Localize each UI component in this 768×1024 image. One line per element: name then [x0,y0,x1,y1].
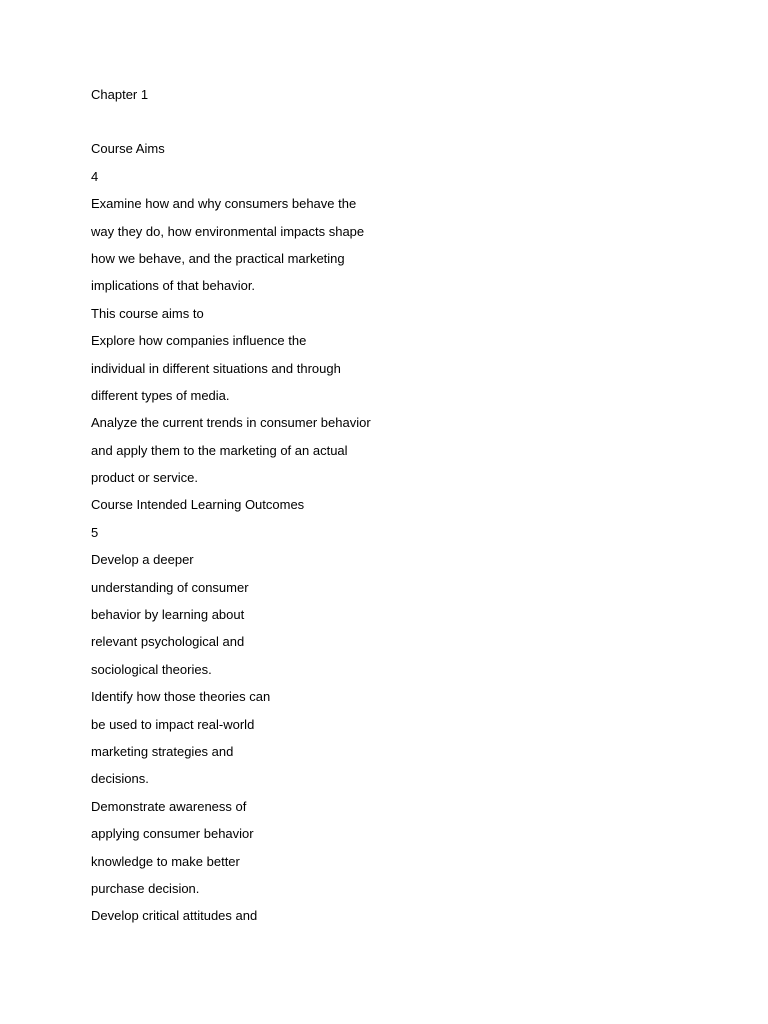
document-body [91,81,691,930]
text-line: way they do, how environmental impacts shape [91,223,365,239]
text-line: how we behave, and the practical marketing [91,250,345,266]
text-line: This course aims to [91,305,204,321]
text-line: implications of that behavior. [91,278,256,294]
text-line: Identify how those theories can [91,689,271,705]
text-line: sociological theories. [91,661,212,677]
text-line: understanding of consumer [91,579,249,595]
text-line: Explore how companies influence the [91,333,307,349]
blank-line [91,108,691,135]
text-line: Develop a deeper [91,552,194,568]
text-line: Develop critical attitudes and [91,908,258,924]
text-line: individual in different situations and through [91,360,341,376]
page-number: 4 [91,168,99,184]
text-line: behavior by learning about [91,607,245,623]
text-line: purchase decision. [91,880,200,896]
text-line: Demonstrate awareness of [91,798,247,814]
text-line: relevant psychological and [91,634,245,650]
text-line: Analyze the current trends in consumer behavior [91,415,371,431]
text-line: be used to impact real-world [91,716,255,732]
text-line: marketing strategies and [91,743,234,759]
text-line: knowledge to make better [91,853,240,869]
page-number: 5 [91,524,99,540]
text-line: Examine how and why consumers behave the [91,196,357,212]
text-line: and apply them to the marketing of an actual [91,442,348,458]
section-heading: Course Intended Learning Outcomes [91,497,305,513]
text-line: applying consumer behavior [91,826,254,842]
chapter-heading: Chapter 1 [91,87,149,102]
text-line: decisions. [91,771,149,787]
text-line: different types of media. [91,387,230,403]
text-line: product or service. [91,470,198,486]
section-heading: Course Aims [91,141,165,157]
